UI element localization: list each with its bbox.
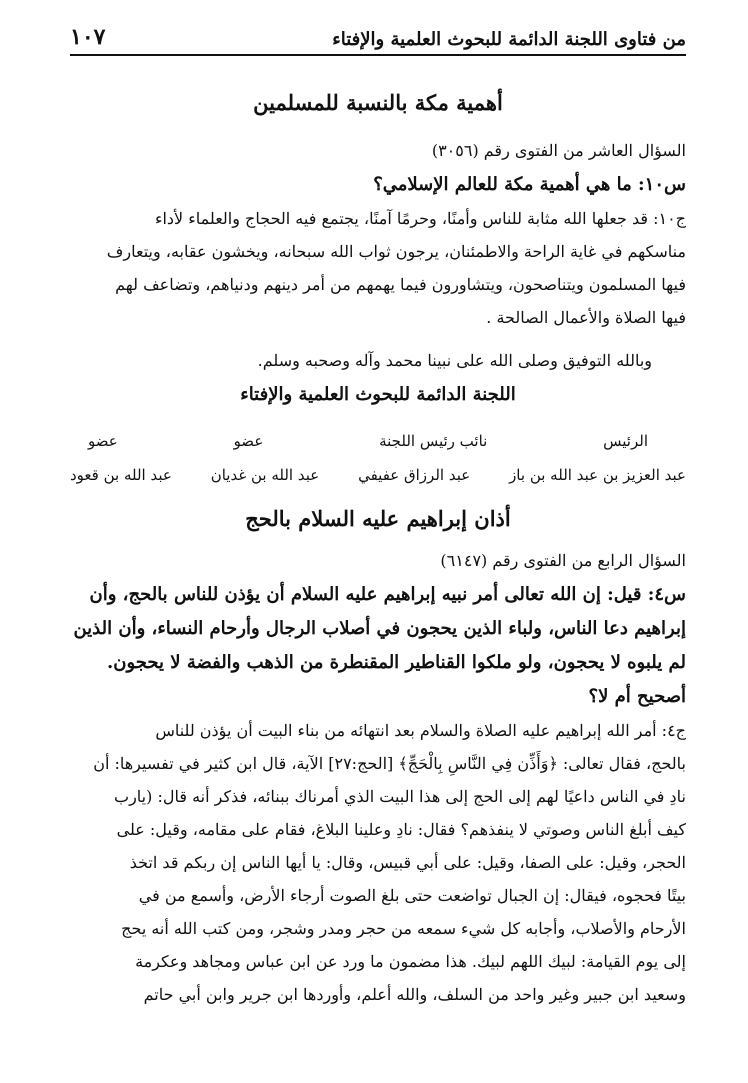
role-member: عضو: [88, 432, 118, 450]
role-member: عضو: [233, 432, 264, 450]
committee-members: [70, 466, 686, 484]
question-line: لم يلبوه لا يحجون، ولو ملكوا القناطير المقنطرة من الذهب والفضة لا يحجون.: [107, 652, 686, 673]
section1-question: س١٠: ما هي أهمية مكة للعالم الإسلامي؟: [373, 174, 686, 195]
role-vice-president: نائب رئيس اللجنة: [379, 432, 488, 450]
question-line: س٤: قيل: إن الله تعالى أمر نبيه إبراهيم عليه السلام أن يؤذن للناس بالحج، وأن: [89, 584, 686, 605]
page-number: ١٠٧: [70, 24, 106, 50]
answer-line: نادِ في الناس داعيًا لهم إلى الحج إلى هذا البيت الذي أمرناك ببنائه، فذكر أنه قال: (يارب: [114, 787, 686, 806]
answer-line: كيف أبلغ الناس وصوتي لا ينفذهم؟ فقال: نادِ وعلينا البلاغ، فقام على مقامه، وقيل: على: [116, 820, 686, 839]
answer-line: وسعيد ابن جبير وغير واحد من السلف، والله أعلم، وأوردها ابن جرير وابن أبي حاتم: [143, 985, 686, 1004]
answer-line: ج١٠: قد جعلها الله مثابة للناس وأمنًا، وحرمًا آمنًا، يجتمع فيه الحجاج والعلماء لأداء: [154, 209, 686, 228]
section2-answer: [70, 714, 686, 1011]
committee-roles: [88, 432, 648, 450]
answer-line: مناسكهم في غاية الراحة والاطمئنان، يرجون ثواب الله سبحانه، ويخشون عقابه، ويتعارف: [106, 242, 686, 261]
section2-title: أذان إبراهيم عليه السلام بالحج: [245, 506, 511, 531]
member-name: عبد الرزاق عفيفي: [358, 466, 471, 484]
header-rule: [70, 54, 686, 56]
member-name: عبد العزيز بن عبد الله بن باز: [509, 466, 686, 484]
section1-answer: [70, 202, 686, 334]
question-line: أصحيح أم لا؟: [588, 686, 686, 707]
answer-line: الحجر، وقيل: على الصفا، وقيل: على أبي قبيس، وقال: يا أيها الناس إن ربكم قد اتخذ: [129, 853, 686, 872]
answer-line: فيها الصلاة والأعمال الصالحة .: [486, 308, 686, 327]
answer-line: بالحج، فقال تعالى: ﴿وَأَذِّن فِي النَّاسِ بِالْحَجِّ﴾ [الحج:٢٧] الآية، قال ابن كثير في تفسيرها: أن: [93, 754, 686, 773]
section2-question: [70, 578, 686, 714]
answer-line: ج٤: أمر الله إبراهيم عليه الصلاة والسلام بعد انتهائه من بناء البيت أن يؤذن للناس: [155, 721, 686, 740]
section1-title: أهمية مكة بالنسبة للمسلمين: [253, 90, 503, 115]
role-president: الرئيس: [603, 432, 648, 450]
section1-closing: وبالله التوفيق وصلى الله على نبينا محمد وآله وصحبه وسلم.: [257, 351, 652, 370]
member-name: عبد الله بن قعود: [70, 466, 172, 484]
answer-line: إلى يوم القيامة: لبيك اللهم لبيك. هذا مضمون ما ورد عن ابن عباس ومجاهد وعكرمة: [135, 952, 686, 971]
running-title: من فتاوى اللجنة الدائمة للبحوث العلمية والإفتاء: [332, 29, 686, 50]
answer-line: بيتًا فحجوه، فيقال: إن الجبال تواضعت حتى بلغ الصوت أرجاء الأرض، وأسمع من في: [138, 886, 686, 905]
question-line: إبراهيم دعا الناس، ولباء الذين يحجون في أصلاب الرجال وأرحام النساء، وأن الذين: [73, 618, 686, 639]
section1-source: السؤال العاشر من الفتوى رقم (٣٠٥٦): [431, 141, 686, 160]
answer-line: فيها المسلمون ويتناصحون، ويتشاورون فيما يهمهم من أمر دينهم ودنياهم، وتضاعف لهم: [115, 275, 686, 294]
page-header: [70, 22, 686, 50]
member-name: عبد الله بن غديان: [210, 466, 320, 484]
section2-source: السؤال الرابع من الفتوى رقم (٦١٤٧): [440, 551, 686, 570]
answer-line: الأرحام والأصلاب، وأجابه كل شيء سمعه من حجر ومدر وشجر، ومن كتب الله أنه يحج: [121, 919, 686, 938]
committee-name: اللجنة الدائمة للبحوث العلمية والإفتاء: [240, 384, 516, 405]
